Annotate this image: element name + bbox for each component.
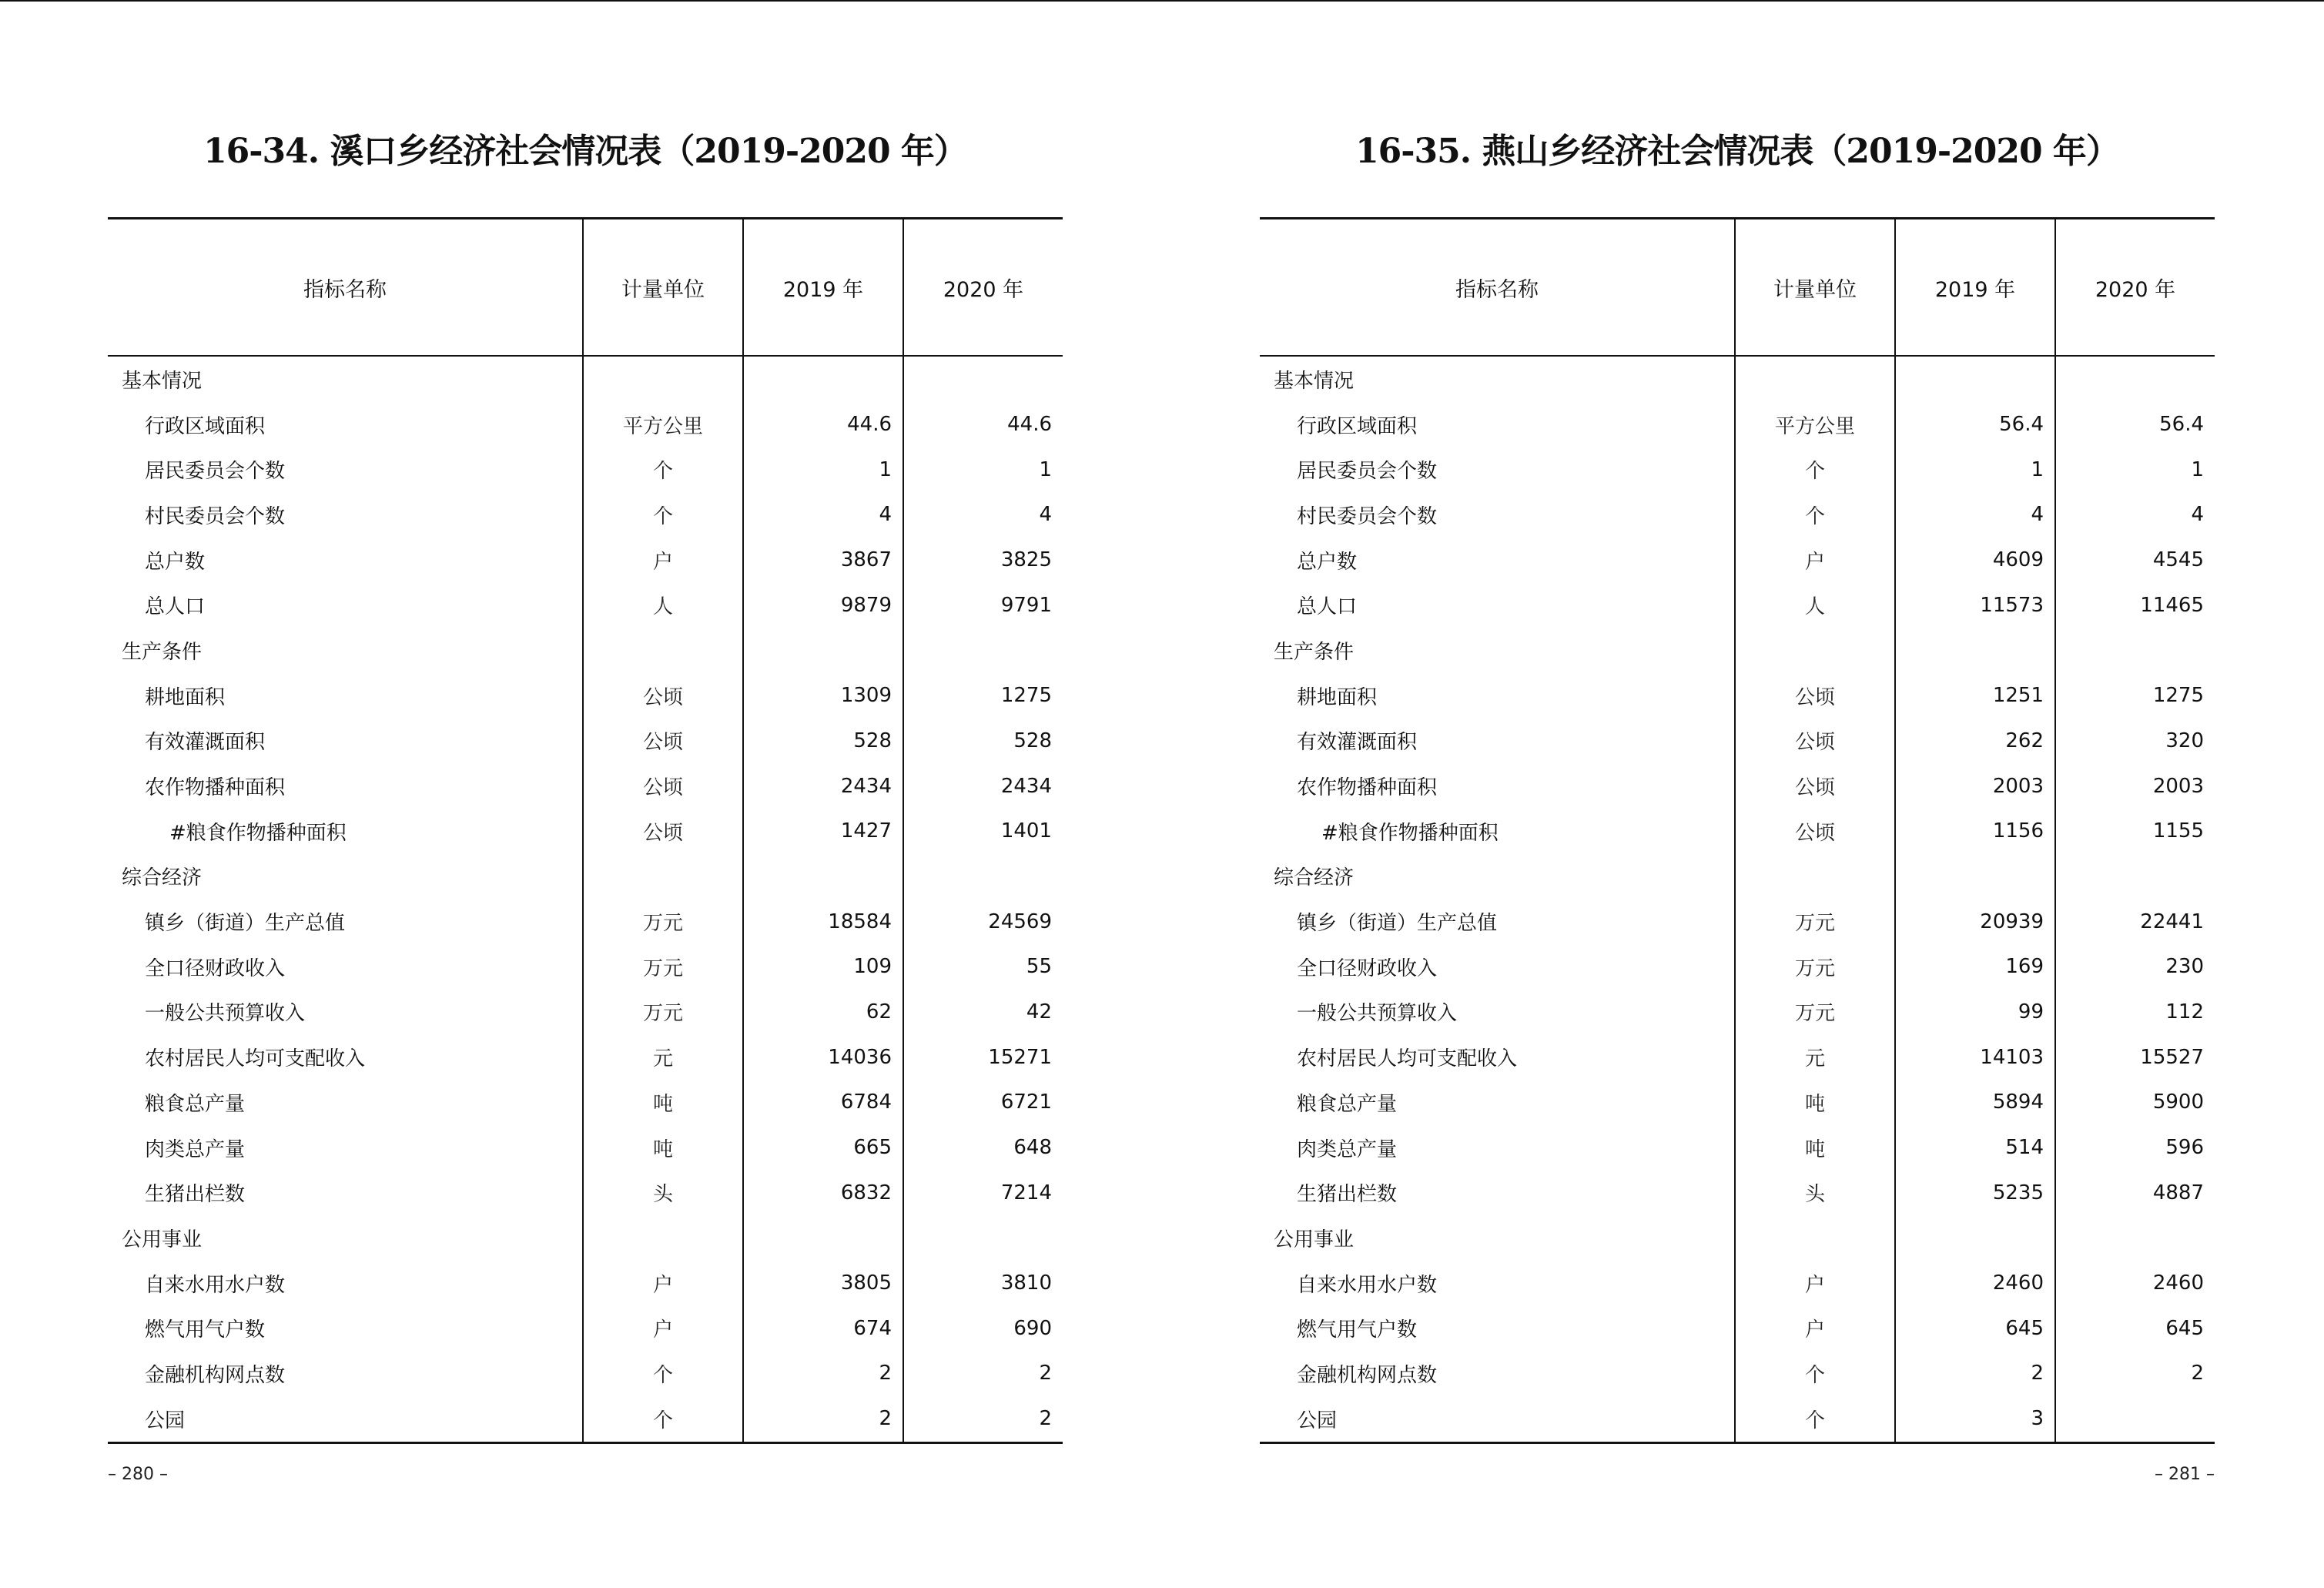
table-row xyxy=(108,673,1063,719)
table-row xyxy=(108,809,1063,854)
value-2020-cell: 22441 xyxy=(2055,899,2215,944)
table-row xyxy=(108,944,1063,990)
unit-cell: 平方公里 xyxy=(583,402,743,447)
indicator-name-cell: 镇乡（街道）生产总值 xyxy=(1297,912,1498,936)
value-2020-cell: 690 xyxy=(903,1305,1063,1351)
value-2020-cell: 3825 xyxy=(903,538,1063,583)
value-2019-cell xyxy=(1895,628,2055,673)
value-2020-cell: 1 xyxy=(2055,447,2215,492)
table-row xyxy=(1260,809,2215,854)
indicator-name-cell: 公园 xyxy=(1297,1409,1338,1432)
indicator-name-cell: 农作物播种面积 xyxy=(145,776,286,800)
table-row xyxy=(108,1125,1063,1171)
table-row xyxy=(1260,763,2215,809)
value-2019-cell: 5235 xyxy=(1895,1170,2055,1215)
indicator-name-cell: 一般公共预算收入 xyxy=(1297,1002,1458,1026)
table-row xyxy=(108,763,1063,809)
value-2019-cell: 56.4 xyxy=(1895,402,2055,447)
page-title: 16-35. 燕山乡经济社会情况表（2019-2020 年） xyxy=(1355,132,2119,171)
value-2019-cell: 2460 xyxy=(1895,1261,2055,1306)
indicator-name-cell: 粮食总产量 xyxy=(1297,1092,1398,1116)
data-table xyxy=(108,217,1063,1444)
table-row xyxy=(108,719,1063,764)
right-page xyxy=(1260,0,2215,1588)
header-year-2019: 2019 年 xyxy=(743,219,903,357)
table-row xyxy=(108,899,1063,944)
value-2019-cell: 20939 xyxy=(1895,899,2055,944)
indicator-name-cell: 生产条件 xyxy=(1274,640,1355,664)
unit-cell: 公顷 xyxy=(583,763,743,809)
data-table xyxy=(1260,217,2215,1444)
value-2019-cell: 14036 xyxy=(743,1034,903,1080)
value-2019-cell: 1156 xyxy=(1895,809,2055,854)
value-2019-cell: 262 xyxy=(1895,719,2055,764)
category-row xyxy=(108,1215,1063,1261)
table-row xyxy=(1260,402,2215,447)
unit-cell: 公顷 xyxy=(1735,673,1895,719)
left-page xyxy=(108,0,1063,1588)
table-row xyxy=(1260,492,2215,538)
value-2020-cell: 320 xyxy=(2055,719,2215,764)
unit-cell: 公顷 xyxy=(583,719,743,764)
category-row xyxy=(108,854,1063,900)
table-row xyxy=(108,538,1063,583)
indicator-name-cell: 总人口 xyxy=(145,595,206,619)
header-unit: 计量单位 xyxy=(583,219,743,357)
table-row xyxy=(1260,1305,2215,1351)
value-2019-cell: 11573 xyxy=(1895,582,2055,628)
table-row xyxy=(1260,582,2215,628)
value-2019-cell xyxy=(743,854,903,900)
category-row xyxy=(1260,1215,2215,1261)
indicator-name-cell: 居民委员会个数 xyxy=(1297,460,1438,484)
value-2019-cell: 6784 xyxy=(743,1080,903,1125)
table-row xyxy=(1260,447,2215,492)
indicator-name-cell: 总户数 xyxy=(1297,550,1358,574)
indicator-name-cell: 燃气用气户数 xyxy=(145,1318,266,1342)
table-row xyxy=(1260,1125,2215,1171)
indicator-name-cell: 农村居民人均可支配收入 xyxy=(1297,1047,1518,1071)
table-row xyxy=(108,1351,1063,1396)
unit-cell: 元 xyxy=(583,1034,743,1080)
value-2019-cell: 2434 xyxy=(743,763,903,809)
unit-cell: 个 xyxy=(1735,1351,1895,1396)
value-2020-cell: 1401 xyxy=(903,809,1063,854)
value-2019-cell xyxy=(1895,356,2055,402)
unit-cell: 平方公里 xyxy=(1735,402,1895,447)
value-2019-cell xyxy=(1895,1215,2055,1261)
value-2020-cell: 7214 xyxy=(903,1170,1063,1215)
unit-cell xyxy=(1735,356,1895,402)
value-2020-cell: 5900 xyxy=(2055,1080,2215,1125)
table-header-row xyxy=(1260,219,2215,357)
value-2019-cell: 674 xyxy=(743,1305,903,1351)
indicator-name-cell: 基本情况 xyxy=(122,369,203,393)
table-row xyxy=(108,1396,1063,1442)
category-row xyxy=(1260,854,2215,900)
unit-cell: 个 xyxy=(1735,447,1895,492)
table-row xyxy=(108,990,1063,1035)
value-2019-cell: 2 xyxy=(743,1351,903,1396)
value-2019-cell: 99 xyxy=(1895,990,2055,1035)
indicator-name-cell: 金融机构网点数 xyxy=(145,1363,286,1387)
value-2020-cell: 4545 xyxy=(2055,538,2215,583)
indicator-name-cell: 生猪出栏数 xyxy=(145,1183,246,1207)
value-2019-cell: 3867 xyxy=(743,538,903,583)
header-indicator-name: 指标名称 xyxy=(1260,219,1735,357)
value-2019-cell xyxy=(1895,854,2055,900)
unit-cell xyxy=(583,854,743,900)
value-2020-cell: 56.4 xyxy=(2055,402,2215,447)
indicator-name-cell: 生产条件 xyxy=(122,640,203,664)
unit-cell: 万元 xyxy=(1735,944,1895,990)
value-2019-cell xyxy=(743,628,903,673)
value-2020-cell: 9791 xyxy=(903,582,1063,628)
unit-cell: 吨 xyxy=(583,1080,743,1125)
value-2019-cell: 665 xyxy=(743,1125,903,1171)
value-2020-cell xyxy=(903,628,1063,673)
value-2019-cell: 4609 xyxy=(1895,538,2055,583)
indicator-name-cell: 耕地面积 xyxy=(1297,685,1378,709)
table-row xyxy=(1260,899,2215,944)
value-2020-cell: 1155 xyxy=(2055,809,2215,854)
unit-cell: 头 xyxy=(1735,1170,1895,1215)
indicator-name-cell: 镇乡（街道）生产总值 xyxy=(145,912,346,936)
table-row xyxy=(1260,673,2215,719)
indicator-name-cell: 耕地面积 xyxy=(145,685,226,709)
unit-cell: 头 xyxy=(583,1170,743,1215)
unit-cell: 个 xyxy=(583,1396,743,1442)
value-2020-cell: 2003 xyxy=(2055,763,2215,809)
unit-cell: 万元 xyxy=(1735,899,1895,944)
unit-cell: 吨 xyxy=(1735,1080,1895,1125)
value-2019-cell: 4 xyxy=(1895,492,2055,538)
value-2020-cell: 230 xyxy=(2055,944,2215,990)
value-2020-cell: 112 xyxy=(2055,990,2215,1035)
table-row xyxy=(1260,944,2215,990)
indicator-name-cell: 综合经济 xyxy=(1274,866,1355,890)
indicator-name-cell: 村民委员会个数 xyxy=(145,504,286,528)
value-2020-cell: 4 xyxy=(903,492,1063,538)
table-row xyxy=(1260,1080,2215,1125)
unit-cell: 户 xyxy=(1735,1261,1895,1306)
value-2020-cell: 2460 xyxy=(2055,1261,2215,1306)
table-row xyxy=(108,1034,1063,1080)
value-2019-cell: 44.6 xyxy=(743,402,903,447)
indicator-name-cell: 自来水用水户数 xyxy=(145,1273,286,1297)
indicator-name-cell: 全口径财政收入 xyxy=(1297,956,1438,980)
indicator-name-cell: 村民委员会个数 xyxy=(1297,504,1438,528)
value-2020-cell: 55 xyxy=(903,944,1063,990)
unit-cell: 人 xyxy=(1735,582,1895,628)
value-2019-cell: 645 xyxy=(1895,1305,2055,1351)
indicator-name-cell: 金融机构网点数 xyxy=(1297,1363,1438,1387)
unit-cell: 万元 xyxy=(1735,990,1895,1035)
value-2020-cell: 1275 xyxy=(903,673,1063,719)
unit-cell: 人 xyxy=(583,582,743,628)
indicator-name-cell: #粮食作物播种面积 xyxy=(169,821,347,845)
unit-cell xyxy=(583,356,743,402)
value-2020-cell: 6721 xyxy=(903,1080,1063,1125)
value-2019-cell: 14103 xyxy=(1895,1034,2055,1080)
value-2020-cell xyxy=(2055,1396,2215,1442)
value-2020-cell xyxy=(903,356,1063,402)
unit-cell: 个 xyxy=(583,447,743,492)
indicator-name-cell: 粮食总产量 xyxy=(145,1092,246,1116)
value-2020-cell xyxy=(903,854,1063,900)
value-2019-cell: 1251 xyxy=(1895,673,2055,719)
value-2019-cell: 514 xyxy=(1895,1125,2055,1171)
value-2020-cell xyxy=(2055,356,2215,402)
indicator-name-cell: 农村居民人均可支配收入 xyxy=(145,1047,366,1071)
value-2020-cell xyxy=(2055,854,2215,900)
value-2019-cell: 2 xyxy=(1895,1351,2055,1396)
value-2020-cell: 4 xyxy=(2055,492,2215,538)
category-row xyxy=(108,628,1063,673)
value-2019-cell: 3 xyxy=(1895,1396,2055,1442)
indicator-name-cell: 总人口 xyxy=(1297,595,1358,619)
unit-cell: 万元 xyxy=(583,990,743,1035)
table-row xyxy=(1260,990,2215,1035)
unit-cell: 户 xyxy=(1735,1305,1895,1351)
value-2020-cell: 648 xyxy=(903,1125,1063,1171)
unit-cell: 吨 xyxy=(583,1125,743,1171)
unit-cell: 吨 xyxy=(1735,1125,1895,1171)
unit-cell: 户 xyxy=(583,538,743,583)
unit-cell xyxy=(1735,1215,1895,1261)
indicator-name-cell: 行政区域面积 xyxy=(145,414,266,438)
value-2019-cell: 2003 xyxy=(1895,763,2055,809)
header-unit: 计量单位 xyxy=(1735,219,1895,357)
header-year-2020: 2020 年 xyxy=(903,219,1063,357)
value-2020-cell xyxy=(2055,628,2215,673)
value-2020-cell: 2 xyxy=(903,1351,1063,1396)
indicator-name-cell: #粮食作物播种面积 xyxy=(1321,821,1499,845)
unit-cell: 公顷 xyxy=(1735,719,1895,764)
page-number: – 281 – xyxy=(2155,1465,2215,1484)
indicator-name-cell: 居民委员会个数 xyxy=(145,460,286,484)
indicator-name-cell: 一般公共预算收入 xyxy=(145,1002,306,1026)
value-2020-cell xyxy=(2055,1215,2215,1261)
value-2020-cell: 42 xyxy=(903,990,1063,1035)
table-row xyxy=(108,402,1063,447)
category-row xyxy=(108,356,1063,402)
indicator-name-cell: 公用事业 xyxy=(122,1228,203,1251)
table-row xyxy=(108,447,1063,492)
value-2019-cell: 109 xyxy=(743,944,903,990)
value-2020-cell: 2 xyxy=(2055,1351,2215,1396)
table-row xyxy=(108,1261,1063,1306)
value-2019-cell: 1309 xyxy=(743,673,903,719)
unit-cell: 户 xyxy=(1735,538,1895,583)
indicator-name-cell: 肉类总产量 xyxy=(1297,1137,1398,1161)
table-row xyxy=(1260,1034,2215,1080)
indicator-name-cell: 有效灌溉面积 xyxy=(145,731,266,755)
value-2019-cell: 5894 xyxy=(1895,1080,2055,1125)
header-year-2020: 2020 年 xyxy=(2055,219,2215,357)
table-row xyxy=(1260,1351,2215,1396)
value-2020-cell: 4887 xyxy=(2055,1170,2215,1215)
value-2020-cell xyxy=(903,1215,1063,1261)
value-2020-cell: 596 xyxy=(2055,1125,2215,1171)
indicator-name-cell: 行政区域面积 xyxy=(1297,414,1418,438)
value-2020-cell: 11465 xyxy=(2055,582,2215,628)
value-2019-cell: 528 xyxy=(743,719,903,764)
table-row xyxy=(108,1080,1063,1125)
unit-cell: 公顷 xyxy=(1735,809,1895,854)
value-2020-cell: 528 xyxy=(903,719,1063,764)
value-2020-cell: 645 xyxy=(2055,1305,2215,1351)
indicator-name-cell: 公用事业 xyxy=(1274,1228,1355,1251)
unit-cell: 个 xyxy=(1735,1396,1895,1442)
table-row xyxy=(1260,719,2215,764)
indicator-name-cell: 综合经济 xyxy=(122,866,203,890)
header-indicator-name: 指标名称 xyxy=(108,219,583,357)
value-2019-cell: 1 xyxy=(743,447,903,492)
indicator-name-cell: 有效灌溉面积 xyxy=(1297,731,1418,755)
value-2020-cell: 15271 xyxy=(903,1034,1063,1080)
unit-cell: 元 xyxy=(1735,1034,1895,1080)
indicator-name-cell: 自来水用水户数 xyxy=(1297,1273,1438,1297)
value-2020-cell: 1275 xyxy=(2055,673,2215,719)
value-2019-cell: 3805 xyxy=(743,1261,903,1306)
category-row xyxy=(1260,356,2215,402)
unit-cell xyxy=(583,1215,743,1261)
category-row xyxy=(1260,628,2215,673)
unit-cell: 公顷 xyxy=(583,673,743,719)
value-2019-cell: 1427 xyxy=(743,809,903,854)
unit-cell: 户 xyxy=(583,1305,743,1351)
value-2019-cell: 62 xyxy=(743,990,903,1035)
indicator-name-cell: 基本情况 xyxy=(1274,369,1355,393)
table-row xyxy=(108,582,1063,628)
indicator-name-cell: 总户数 xyxy=(145,550,206,574)
unit-cell: 公顷 xyxy=(583,809,743,854)
value-2019-cell xyxy=(743,356,903,402)
table-row xyxy=(108,1305,1063,1351)
value-2019-cell: 4 xyxy=(743,492,903,538)
table-row xyxy=(1260,538,2215,583)
indicator-name-cell: 公园 xyxy=(145,1409,186,1432)
table-row xyxy=(108,1170,1063,1215)
indicator-name-cell: 燃气用气户数 xyxy=(1297,1318,1418,1342)
table-header-row xyxy=(108,219,1063,357)
value-2020-cell: 44.6 xyxy=(903,402,1063,447)
unit-cell xyxy=(1735,628,1895,673)
unit-cell: 万元 xyxy=(583,944,743,990)
value-2020-cell: 2434 xyxy=(903,763,1063,809)
header-year-2019: 2019 年 xyxy=(1895,219,2055,357)
value-2020-cell: 2 xyxy=(903,1396,1063,1442)
unit-cell xyxy=(583,628,743,673)
unit-cell: 万元 xyxy=(583,899,743,944)
indicator-name-cell: 生猪出栏数 xyxy=(1297,1183,1398,1207)
page-title: 16-34. 溪口乡经济社会情况表（2019-2020 年） xyxy=(203,132,967,171)
unit-cell: 个 xyxy=(1735,492,1895,538)
unit-cell: 公顷 xyxy=(1735,763,1895,809)
value-2019-cell: 1 xyxy=(1895,447,2055,492)
unit-cell: 个 xyxy=(583,1351,743,1396)
value-2019-cell: 6832 xyxy=(743,1170,903,1215)
unit-cell: 户 xyxy=(583,1261,743,1306)
indicator-name-cell: 农作物播种面积 xyxy=(1297,776,1438,800)
value-2020-cell: 15527 xyxy=(2055,1034,2215,1080)
indicator-name-cell: 全口径财政收入 xyxy=(145,956,286,980)
unit-cell: 个 xyxy=(583,492,743,538)
value-2019-cell: 169 xyxy=(1895,944,2055,990)
value-2019-cell: 18584 xyxy=(743,899,903,944)
value-2019-cell: 9879 xyxy=(743,582,903,628)
value-2019-cell: 2 xyxy=(743,1396,903,1442)
page-number: – 280 – xyxy=(108,1465,168,1484)
indicator-name-cell: 肉类总产量 xyxy=(145,1137,246,1161)
table-row xyxy=(1260,1396,2215,1442)
value-2020-cell: 24569 xyxy=(903,899,1063,944)
table-row xyxy=(1260,1170,2215,1215)
unit-cell xyxy=(1735,854,1895,900)
value-2020-cell: 3810 xyxy=(903,1261,1063,1306)
table-row xyxy=(108,492,1063,538)
value-2020-cell: 1 xyxy=(903,447,1063,492)
table-row xyxy=(1260,1261,2215,1306)
value-2019-cell xyxy=(743,1215,903,1261)
